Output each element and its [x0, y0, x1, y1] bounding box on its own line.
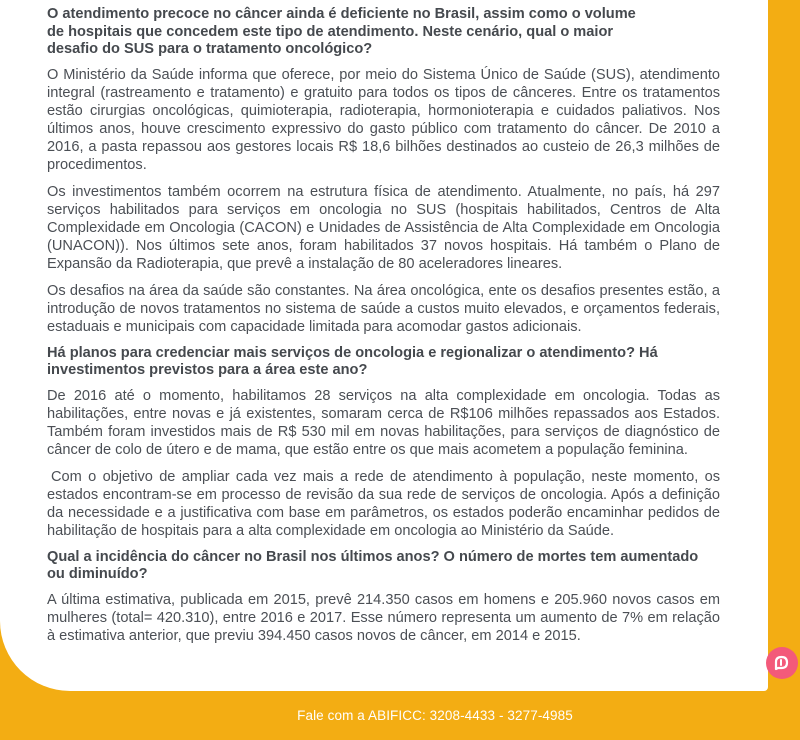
footer [0, 708, 800, 723]
answer-paragraph: De 2016 até o momento, habilitamos 28 serviços na alta complexidade em oncologia. Todas as habilitações, entre novas e já existentes, somaram cerca de R$106 milhões repassados aos Estados. Também foram investidos mais de R$ 530 mil em novas habilitações, para serviços de diagnóstico de câncer de colo de útero e de mama, que estão entre os que mais acometem a população feminina. [47, 387, 720, 458]
answer-paragraph: O Ministério da Saúde informa que oferece, por meio do Sistema Único de Saúde (SUS), atendimento integral (rastreamento e tratamento) e gratuito para todos os tipos de cânceres. Entre os tratamentos estão cirurgias oncológicas, quimioterapia, radioterapia, hormonioterapia e cuidados paliativos. Nos últimos anos, houve crescimento expressivo do gasto público com tratamento do câncer. De 2010 a 2016, a pasta repassou aos gestores locais R$ 18,6 bilhões destinados ao custeio de 26,3 milhões de procedimentos. [47, 66, 720, 173]
question-heading: Há planos para credenciar mais serviços de oncologia e regionalizar o atendimento? Há investimentos previstos para a área este ano? [47, 344, 658, 378]
chat-button[interactable] [766, 647, 798, 679]
article-content [47, 6, 720, 645]
answer-paragraph: A última estimativa, publicada em 2015, prevê 214.350 casos em homens e 205.960 novos casos em mulheres (total= 420.310), entre 2016 e 2017. Esse número representa um aumento de 7% em relação à estimativa anterior, que previu 394.450 casos novos de câncer, em 2014 e 2015. [47, 591, 720, 644]
chat-bubble-icon [772, 653, 792, 673]
answer-paragraph: Os desafios na área da saúde são constantes. Na área oncológica, ente os desafios presentes estão, a introdução de novos tratamentos no sistema de saúde a custos muito elevados, e orçamentos federais, estaduais e municipais com capacidade limitada para acomodar gastos adicionais. [47, 282, 720, 335]
footer-contact: Fale com a ABIFICC: 3208-4433 - 3277-4985 [297, 708, 573, 723]
answer-paragraph: Com o objetivo de ampliar cada vez mais a rede de atendimento à população, neste momento, os estados encontram-se em processo de revisão da sua rede de serviços de oncologia. Após a definição da necessidade e a justificativa com base em parâmetros, os estados poderão encaminhar pedidos de habilitação de hospitais para a alta complexidade em oncologia ao Ministério da Saúde. [47, 468, 720, 539]
question-heading: Qual a incidência do câncer no Brasil nos últimos anos? O número de mortes tem aumentado ou diminuído? [47, 548, 699, 582]
question-heading: O atendimento precoce no câncer ainda é deficiente no Brasil, assim como o volume de hospitais que concedem este tipo de atendimento. Neste cenário, qual o maior desafio do SUS para o tratamento oncológico? [47, 6, 636, 57]
answer-paragraph: Os investimentos também ocorrem na estrutura física de atendimento. Atualmente, no país, há 297 serviços habilitados para serviços em oncologia no SUS (hospitais habilitados, Centros de Alta Complexidade em Oncologia (CACON) e Unidades de Assistência de Alta Complexidade em Oncologia (UNACON)). Nos últimos sete anos, foram habilitados 37 novos hospitais. Há também o Plano de Expansão da Radioterapia, que prevê a instalação de 80 aceleradores lineares. [47, 183, 720, 272]
